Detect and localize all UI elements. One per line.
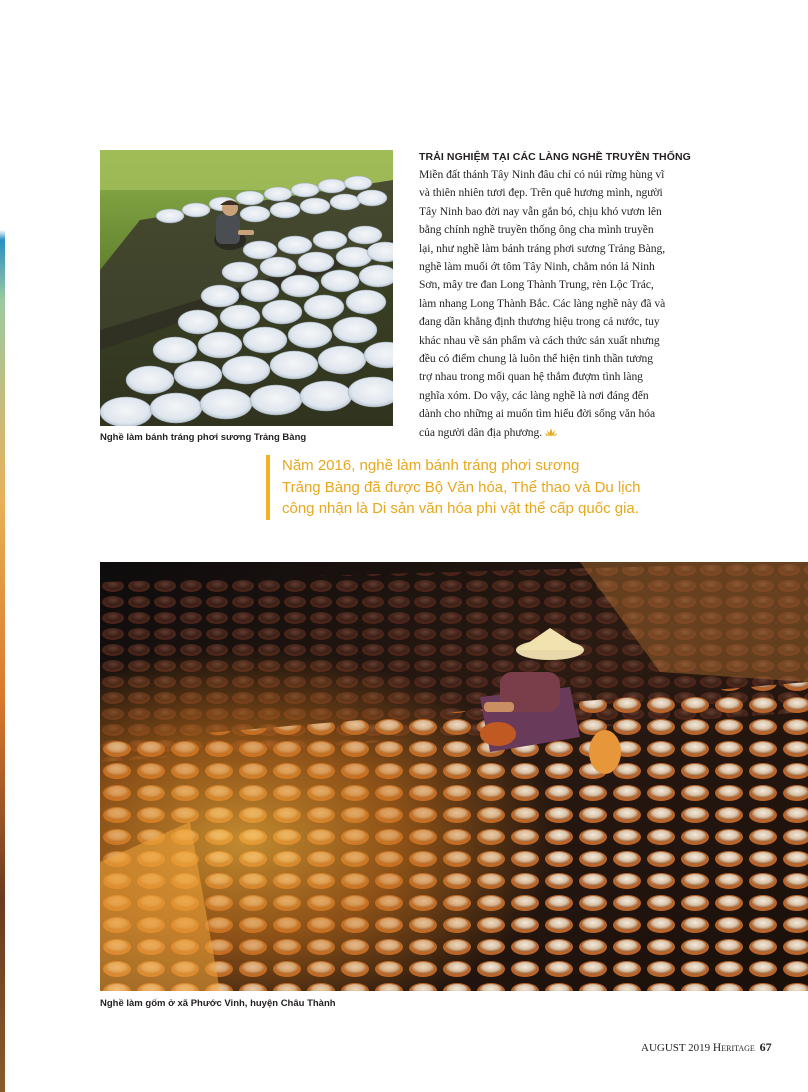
article-line: Tây Ninh bao đời nay vẫn gắn bó, chịu khó vươn lên [419,204,662,218]
pottery-making-photo [100,562,808,991]
footer-date: AUGUST 2019 [641,1042,711,1054]
pull-quote-line: Trảng Bàng đã được Bộ Văn hóa, Thể thao và Du lịch [282,478,641,496]
pull-quote-line: công nhận là Di sản văn hóa phi vật thể cấp quốc gia. [282,500,639,517]
article-line: trợ nhau trong mối quan hệ thắm đượm tình làng [419,370,643,384]
article-line: Miền đất thánh Tây Ninh đâu chỉ có núi rừng hùng vĩ [419,168,665,181]
footer-magazine-name: Heritage [712,1042,755,1054]
page-number: 67 [759,1040,772,1054]
article-line: làm nhang Long Thành Bắc. Các làng nghề này đã và [419,296,666,310]
pull-quote-line: Năm 2016, nghề làm bánh tráng phơi sương [282,457,580,474]
article-line: đều có điểm chung là luôn thể hiện tinh thần tương [419,352,654,366]
article-line: Sơn, mây tre đan Long Thành Trung, rèn Lộc Trác, [419,278,654,292]
article-last-line [419,424,709,443]
article-line: nghề làm muối ớt tôm Tây Ninh, chằm nón lá Ninh [419,260,655,274]
article-line: bằng chính nghề truyền thống ông cha mình truyền [419,223,654,237]
rice-paper-drying-photo [100,150,393,426]
top-photo-caption: Nghề làm bánh tráng phơi sương Trảng Bàng [100,432,307,443]
pull-quote [266,455,682,520]
bottom-photo-caption: Nghề làm gốm ở xã Phước Vinh, huyện Châu Thành [100,998,336,1009]
lotus-end-mark-icon [544,425,558,443]
article-line: nghĩa xóm. Do vậy, các làng nghề là nơi đáng đến [419,388,649,402]
article-line: lại, như nghề làm bánh tráng phơi sương Trảng Bàng, [419,241,666,255]
article-line: và thiên nhiên tươi đẹp. Trên quê hương mình, người [419,186,663,200]
article-line: của người dân địa phương. [419,425,543,439]
article-line: đang dần khẳng định thương hiệu trong cả nước, tuy [419,315,660,329]
page-footer [641,1040,772,1055]
article-line: khác nhau về sản phẩm và cách thức sản xuất nhưng [419,333,660,347]
article-line: dành cho những ai muốn tìm hiểu đời sống văn hóa [419,407,656,421]
previous-page-edge [0,0,5,1092]
article-column [419,151,709,443]
article-heading: TRẢI NGHIỆM TẠI CÁC LÀNG NGHỀ TRUYỀN THỐNG [419,151,691,163]
